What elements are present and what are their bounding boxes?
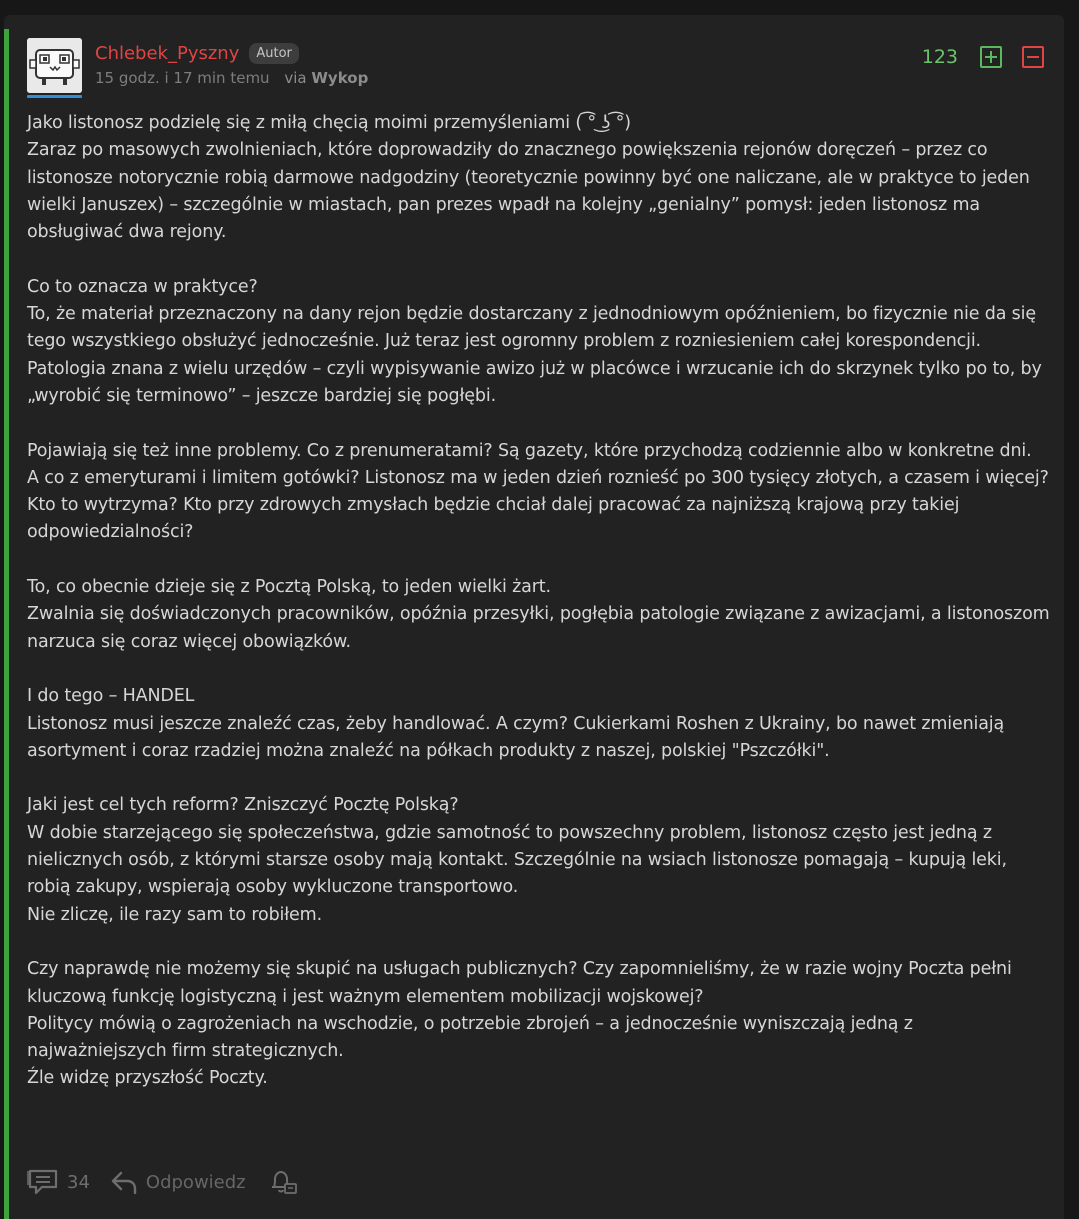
- comments-button[interactable]: [27, 1168, 110, 1196]
- via-prefix: via: [284, 69, 307, 87]
- vote-count[interactable]: 123: [921, 46, 958, 68]
- post-paragraph: Pojawiają się też inne problemy. Co z prenumeratami? Są gazety, które przychodzą codziennie albo w konkretne dni. A co z emeryturami i limitem gotówki? Listonosz ma w jeden dzień roznieść po 300 tysięcy złotych, a czasem i więcej? Kto to wytrzyma? Kto przy zdrowych zmysłach będzie chciał dalej pracować za najniższą krajową przy takiej odpowiedzialności?: [27, 440, 1049, 543]
- reply-button[interactable]: [110, 1169, 266, 1195]
- author-accent-bar: [4, 29, 9, 1219]
- post-paragraph: Czy naprawdę nie możemy się skupić na usługach publicznych? Czy zapomnieliśmy, że w razie wojny Poczta pełni kluczową funkcję logistyczną i jest ważnym elementem mobilizacji wojskowej? Politycy mówią o zagrożeniach na wschodzie, o potrzebie zbrojeń – a jednocześnie wyniszczają jedną z najważniejszych firm strategicznych. Źle widzę przyszłość Poczty.: [27, 959, 1012, 1089]
- comments-icon: [27, 1168, 59, 1196]
- post-time[interactable]: 15 godz. i 17 min temu: [95, 69, 270, 87]
- post-paragraph: Co to oznacza w praktyce? To, że materiał przeznaczony na dany rejon będzie dostarczany z jednodniowym opóźnieniem, bo fizycznie nie da się tego wszystkiego obsłużyć jednocześnie. Już teraz jest ogromny problem z rozniesieniem całej korespondencji. Patologia znana z wielu urzędów – czyli wypisywanie awizo już w placówce i wrzucanie ich do skrzynek tylko po to, by „wyrobić się terminowo” – jeszcze bardziej się pogłębi.: [27, 276, 1042, 406]
- author-row: [95, 41, 368, 65]
- downvote-button[interactable]: [1022, 46, 1044, 68]
- post-paragraph: To, co obecnie dzieje się z Pocztą Polską, to jeden wielki żart. Zwalnia się doświadczonych pracowników, opóźnia przesyłki, pogłębia patologie związane z awizacjami, a listonoszom narzuca się coraz więcej obowiązków.: [27, 577, 1050, 652]
- post-card: [4, 15, 1064, 1219]
- post-paragraph: I do tego – HANDEL Listonosz musi jeszcze znaleźć czas, żeby handlować. A czym? Cukierkami Roshen z Ukrainy, bo nawet zmieniają asortyment i coraz rzadziej można znaleźć na półkach produkty z naszej, polskiej "Pszczółki".: [27, 686, 1005, 761]
- post-via: [284, 69, 368, 87]
- post-body: [27, 110, 1052, 1093]
- via-source: Wykop: [311, 69, 369, 87]
- reply-label: Odpowiedz: [145, 1171, 246, 1193]
- author-badge: Autor: [249, 43, 299, 64]
- post-paragraph: Jaki jest cel tych reform? Zniszczyć Pocztę Polską? W dobie starzejącego się społeczeństwa, gdzie samotność to powszechny problem, listonosz często jest jedną z nielicznych osób, z którymi starsze osoby mają kontakt. Szczególnie na wsiach listonosze pomagają – kupują leki, robią zakupy, wspierają osoby wykluczone transportowo. Nie zliczę, ile razy sam to robiłem.: [27, 795, 1007, 925]
- notify-button[interactable]: [266, 1168, 298, 1196]
- author-username[interactable]: Chlebek_Pyszny: [95, 42, 240, 64]
- reply-icon: [110, 1169, 138, 1195]
- post-meta: [95, 69, 368, 87]
- post-header: [95, 41, 368, 87]
- avatar-rank-underline: [27, 95, 82, 98]
- avatar-image: [27, 38, 82, 93]
- vote-widget: [922, 46, 1044, 68]
- avatar[interactable]: [27, 38, 82, 93]
- post-paragraph: Jako listonosz podzielę się z miłą chęcią moimi przemyśleniami ( ͡° ͜ʖ ͡°) Zaraz po masowych zwolnieniach, które doprowadziły do znacznego powiększenia rejonów doręczeń – przez co listonosze notorycznie robią darmowe nadgodziny (teoretycznie powinny być one naliczane, ale w praktyce to jeden wielki Januszex) – szczególnie w miastach, pan prezes wpadł na kolejny „genialny” pomysł: jeden listonosz ma obsługiwać dwa rejony.: [27, 113, 1030, 243]
- comments-count: 34: [67, 1171, 90, 1193]
- bell-notification-icon: [266, 1168, 298, 1196]
- post-footer: [27, 1168, 298, 1196]
- upvote-button[interactable]: [980, 46, 1002, 68]
